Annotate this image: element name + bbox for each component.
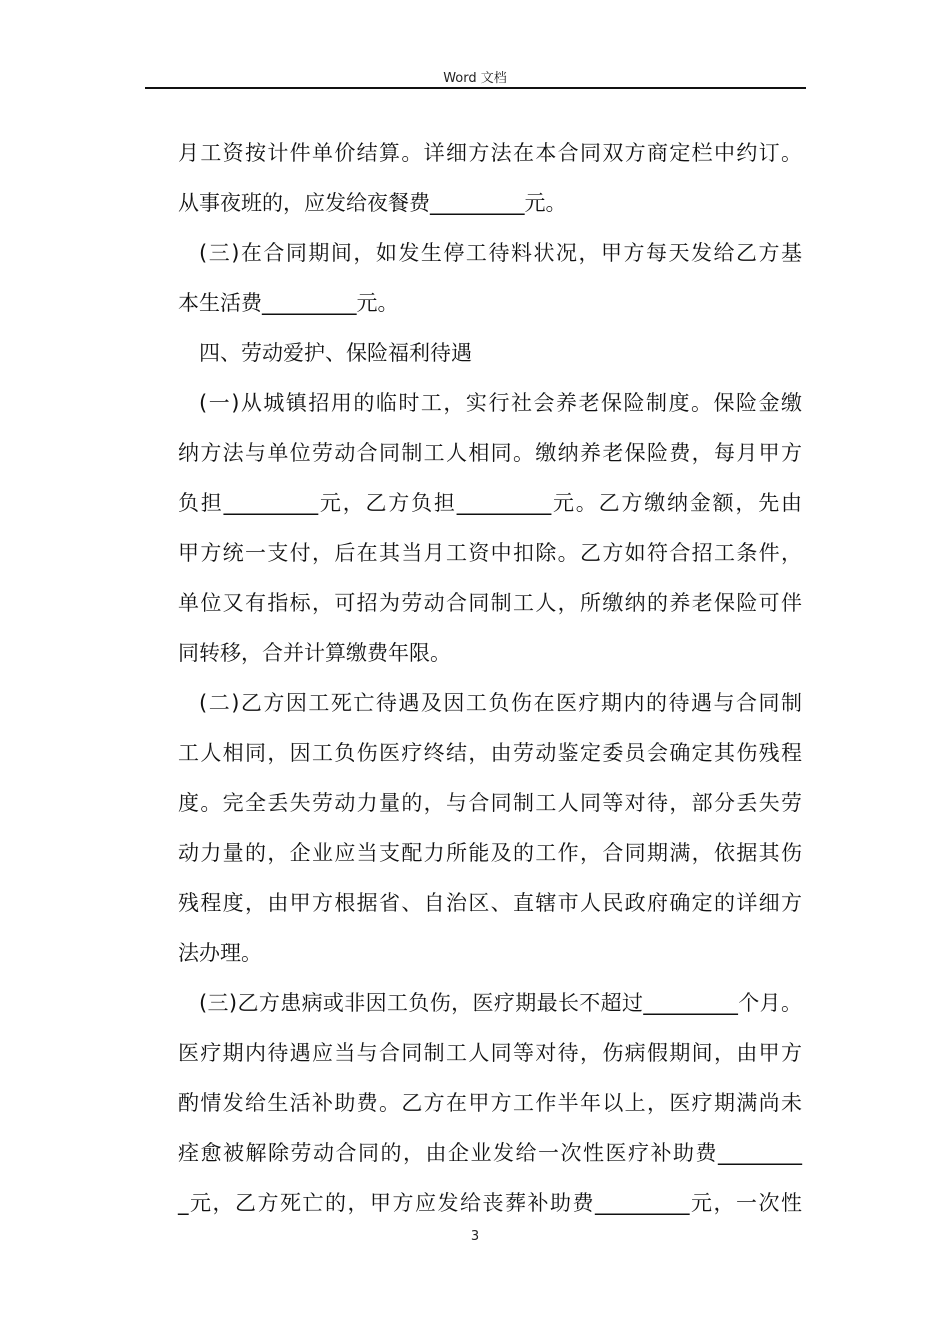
text-line: 甲方统一支付，后在其当月工资中扣除。乙方如符合招工条件， [178,541,802,565]
text-line: (二)乙方因工死亡待遇及因工负伤在医疗期内的待遇与合同制 [199,691,802,715]
text-line: 纳方法与单位劳动合同制工人相同。缴纳养老保险费，每月甲方 [178,441,802,465]
text-line: 酌情发给生活补助费。乙方在甲方工作半年以上，医疗期满尚未 [178,1091,802,1115]
text-line: 法办理。 [178,941,262,965]
header-divider [145,87,806,89]
page-number: 3 [470,1229,480,1244]
text-line: 度。完全丢失劳动力量的，与合同制工人同等对待，部分丢失劳 [178,791,802,815]
text-line: (三)乙方患病或非因工负伤，医疗期最长不超过_________个月。 [199,991,802,1015]
text-line: 工人相同，因工负伤医疗终结，由劳动鉴定委员会确定其伤残程 [178,741,802,765]
text-line: (一)从城镇招用的临时工，实行社会养老保险制度。保险金缴 [199,391,802,415]
text-line: 本生活费_________元。 [178,291,399,315]
text-line: 同转移，合并计算缴费年限。 [178,641,451,665]
document-body [178,128,802,1228]
text-line: _元，乙方死亡的，甲方应发给丧葬补助费_________元，一次性 [178,1191,802,1215]
text-line: 单位又有指标，可招为劳动合同制工人，所缴纳的养老保险可伴 [178,591,802,615]
text-line: 痊愈被解除劳动合同的，由企业发给一次性医疗补助费________ [178,1141,802,1165]
text-line: 动力量的，企业应当支配力所能及的工作，合同期满，依据其伤 [178,841,802,865]
text-line: 负担_________元，乙方负担_________元。乙方缴纳金额，先由 [178,491,802,515]
text-line: 四、劳动爱护、保险福利待遇 [199,341,472,365]
text-line: 从事夜班的，应发给夜餐费_________元。 [178,191,567,215]
text-line: 残程度，由甲方根据省、自治区、直辖市人民政府确定的详细方 [178,891,802,915]
text-line: 月工资按计件单价结算。详细方法在本合同双方商定栏中约订。 [178,141,802,165]
text-line: 医疗期内待遇应当与合同制工人同等对待，伤病假期间，由甲方 [178,1041,802,1065]
text-line: (三)在合同期间，如发生停工待料状况，甲方每天发给乙方基 [199,241,802,265]
page-header-title: Word 文档 [443,71,507,86]
